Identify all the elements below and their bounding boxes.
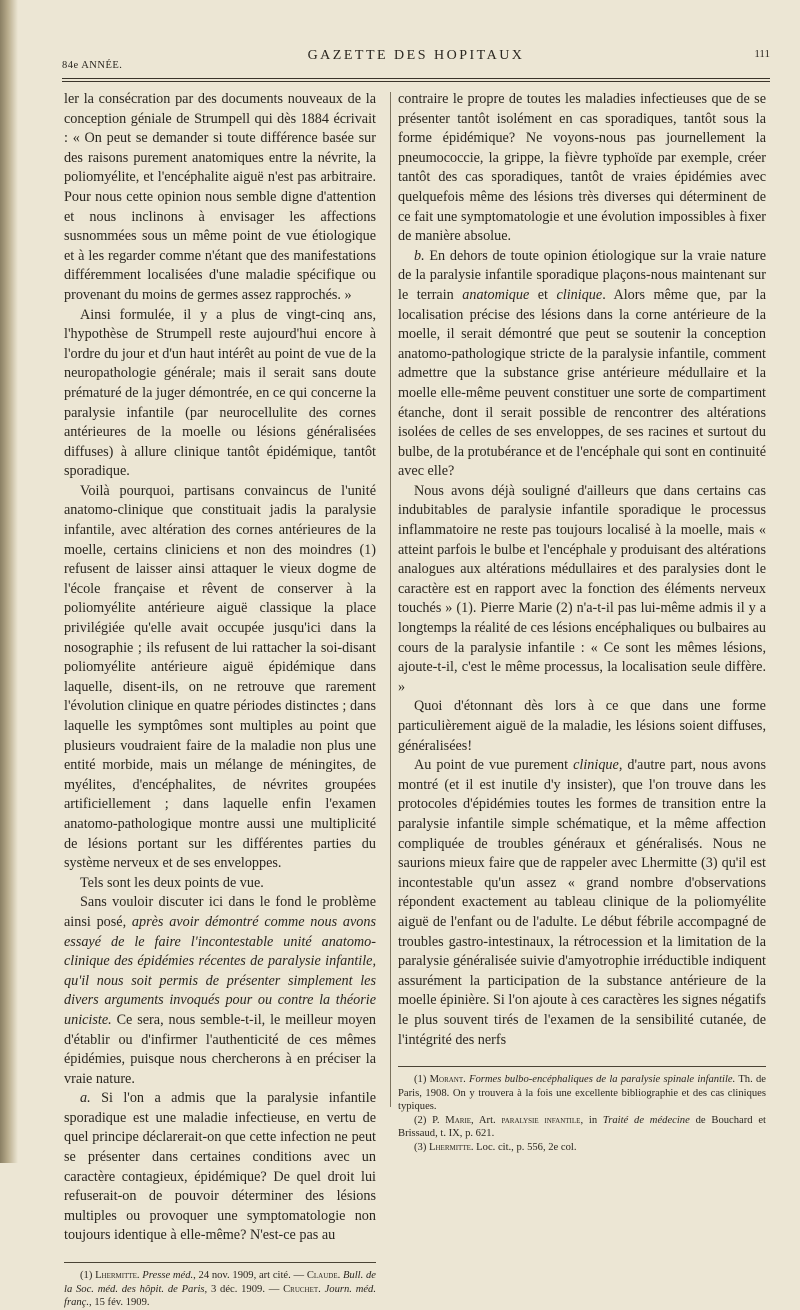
italic-passage: après avoir démontré comme nous avons essayé de le faire l'incontestable unité anatomo-clinique des épidémies récentes de paralysie infantile, qu'il nous soit permis de présenter simplement les divers arguments invoqués pour ou contre la théorie uniciste. <box>64 913 376 1028</box>
paragraph: Quoi d'étonnant dès lors à ce que dans une forme particulièrement aiguë de la maladie, les lésions soient diffuses, généralisées! <box>398 698 766 754</box>
column-divider <box>390 92 391 1107</box>
footnote: (2) P. Marie, Art. paralysie infantile, in Traité de médecine de Bouchard et Brissaud, t. IX, p. 621. <box>398 1114 767 1140</box>
footnote: (1) Morant. Formes bulbo-encéphaliques de la paralysie spinale infantile. Th. de Paris, 1908. On y trouvera à la fois une excellente bibliographie et des cas cliniques typiques. <box>398 1074 766 1113</box>
header-rule-second <box>62 81 770 82</box>
volume-year: 84e ANNÉE. <box>62 60 123 71</box>
paragraph: Ainsi formulée, il y a plus de vingt-cinq ans, l'hypothèse de Strumpell reste aujourd'hui encore à l'ordre du jour et d'un haut intérêt au point de vue de la neuropathologie générale; mais il serait sans doute prématuré de la juger démontrée, en ce qui concerne la paralysie infantile (par neurocellulite des cornes antérieures de la moelle ou lésions généralisées diffuses) à allure clinique tantôt épidémique, tantôt sporadique. <box>64 306 376 480</box>
page-number: 111 <box>754 48 770 60</box>
running-header <box>62 46 770 74</box>
paragraph: Tels sont les deux points de vue. <box>80 874 264 891</box>
footnote-rule <box>64 1262 376 1263</box>
journal-title: GAZETTE DES HOPITAUX <box>307 48 525 63</box>
right-column <box>398 90 766 1155</box>
footnote: (1) Lhermitte. Presse méd., 24 nov. 1909, art cité. — Claude. Bull. de la Soc. méd. des hôpit. de Paris, 3 déc. 1909. — Cruchet. Journ. méd. franç., 15 fév. 1909. <box>64 1270 376 1309</box>
footnote: (3) Lhermitte. Loc. cit., p. 556, 2e col. <box>414 1142 577 1154</box>
header-rule <box>62 78 770 79</box>
paragraph-a: a. Si l'on a admis que la paralysie infantile sporadique est une maladie infectieuse, en vertu de quel principe déclarerait-on que cette infection ne peut se présenter dans certaines conditions avec un caractère contagieux, épidémique? De quel droit lui refuserait-on de pouvoir déterminer des lésions multiples ou provoquer une symptomatologie non toujours identique à elle-même? N'est-ce pas au <box>64 1090 376 1244</box>
paragraph: contraire le propre de toutes les maladies infectieuses que de se présenter tantôt isolément en cas sporadiques, tantôt sous la forme épidémique? Ne voyons-nous pas journellement la pneumococcie, la grippe, la fièvre typhoïde par exemple, créer tantôt des cas sporadiques, tantôt de vraies épidémies avec quelquefois même des lésions très diverses qui déterminent de ce fait une symptomatologie et une évolution impossibles à fixer de manière absolue. <box>398 91 766 245</box>
paragraph: Voilà pourquoi, partisans convaincus de l'unité anatomo-clinique que constituait jadis la paralysie infantile, avec altération des cornes antérieures de la moelle, certains cliniciens et non des moindres (1) refusent de laisser ainsi attaquer le vieux dogme de l'école française et rêvent de conserver à la poliomyélite antérieure aiguë classique la place privilégiée qu'elle avait occupée jusqu'ici dans la nosographie ; ils refusent de lui rattacher la soi-disant poliomyélite antérieure aiguë épidémique dans laquelle, disent-ils, on ne retrouve que rarement l'évolution clinique en quatre périodes distinctes ; dans laquelle les symptômes sont multiples au point que plusieurs voudraient faire de la maladie non plus une entité morbide, mais un mélange de méningites, de myélites, d'encéphalites, de névrites groupées artificiellement ; dans laquelle enfin l'examen anatomo-pathologique montre aussi une multiplicité de lésions portant sur les différentes parties du système nerveux et de ses enveloppes. <box>64 482 376 872</box>
page-binding-edge <box>0 0 18 1163</box>
paragraph: Au point de vue purement clinique, d'autre part, nous avons montré (et il est inutile d'y insister), que l'on trouve dans les protocoles d'épidémies toutes les formes de transition entre la paralysie infantile simple schématique, et la même affection compliquée de troubles généraux et généralisés. Nous ne saurions mieux faire que de rappeler avec Lhermitte (3) qu'il est incontestable qu'un assez « grand nombre d'observations répondent exactement au tableau clinique de la poliomyélite aiguë de l'enfant ou de l'adulte. Le début fébrile accompagné de troubles gastro-intestinaux, la rétrocession et la limitation de la paralysie généralisée suivie d'amyotrophie irréductible indiquent assurément la participation de la substance antérieure de la moelle épinière. Si l'on ajoute à ces caractères les signes négatifs le plus souvent tirés de l'examen de la sensibilité cutanée, de l'intégrité des nerfs <box>398 757 766 1048</box>
footnote-rule <box>398 1066 766 1067</box>
left-column <box>64 90 376 1310</box>
paragraph: Nous avons déjà souligné d'ailleurs que dans certains cas indubitables de paralysie infantile sporadique le processus inflammatoire ne reste pas toujours localisé à la moelle, mais « atteint parfois le bulbe et l'encéphale y produisant des altérations analogues aux altérations médullaires et des paralysies dont le caractère est en rapport avec la fonction des éléments nerveux touchés » (1). Pierre Marie (2) n'a-t-il pas lui-même admis il y a longtemps la réalité de ces lésions encéphaliques ou bulbaires au cours de la paralysie infantile : « Ce sont les mêmes lésions, ajoute-t-il, c'est le même processus, la localisation seule diffère. » <box>398 482 766 695</box>
paragraph: Sans vouloir discuter ici dans le fond le problème ainsi posé, après avoir démontré comme nous avons essayé de le faire l'incontestable unité anatomo-clinique des épidémies récentes de paralysie infantile, qu'il nous soit permis de présenter simplement les divers arguments invoqués pour ou contre la théorie uniciste. Ce sera, nous semble-t-il, le meilleur moyen d'établir ou d'infirmer l'authenticité de ces mêmes épidémies, puisque nous chercherons à en préciser la vraie nature. <box>64 894 376 1087</box>
paragraph-b: b. En dehors de toute opinion étiologique sur la vraie nature de la paralysie infantile sporadique plaçons-nous maintenant sur le terrain anatomique et clinique. Alors même que, par la localisation précise des lésions dans la corne antérieure de la moelle, il serait démontré que peut se soutenir la conception anatomo-pathologique stricte de la paralysie infantile, comment admettre que la substance grise antérieure médullaire et la moelle elle-même peuvent constituer une sorte de compartiment étanche, dont il serait possible de rencontrer des altérations isolées de celles de ses enveloppes, de ses racines et surtout du bulbe, de la protubérance et de l'encéphale qui sont en continuité avec elle? <box>398 247 766 480</box>
paragraph: ler la consécration par des documents nouveaux de la conception géniale de Strumpell qui dès 1884 écrivait : « On peut se demander si toute différence basée sur des raisons purement anatomiques entre la névrite, la poliomyélite, et l'encéphalite aiguë n'est pas arbitraire. Pour nous cette opinion nous semble digne d'attention et nous inclinons à envisager les affections susnommées sous un même point de vue étiologique et à les regarder comme n'étant que des manifestations différemment localisées d'une maladie spécifique ou provenant du moins de germes assez rapprochés. » <box>64 91 376 303</box>
